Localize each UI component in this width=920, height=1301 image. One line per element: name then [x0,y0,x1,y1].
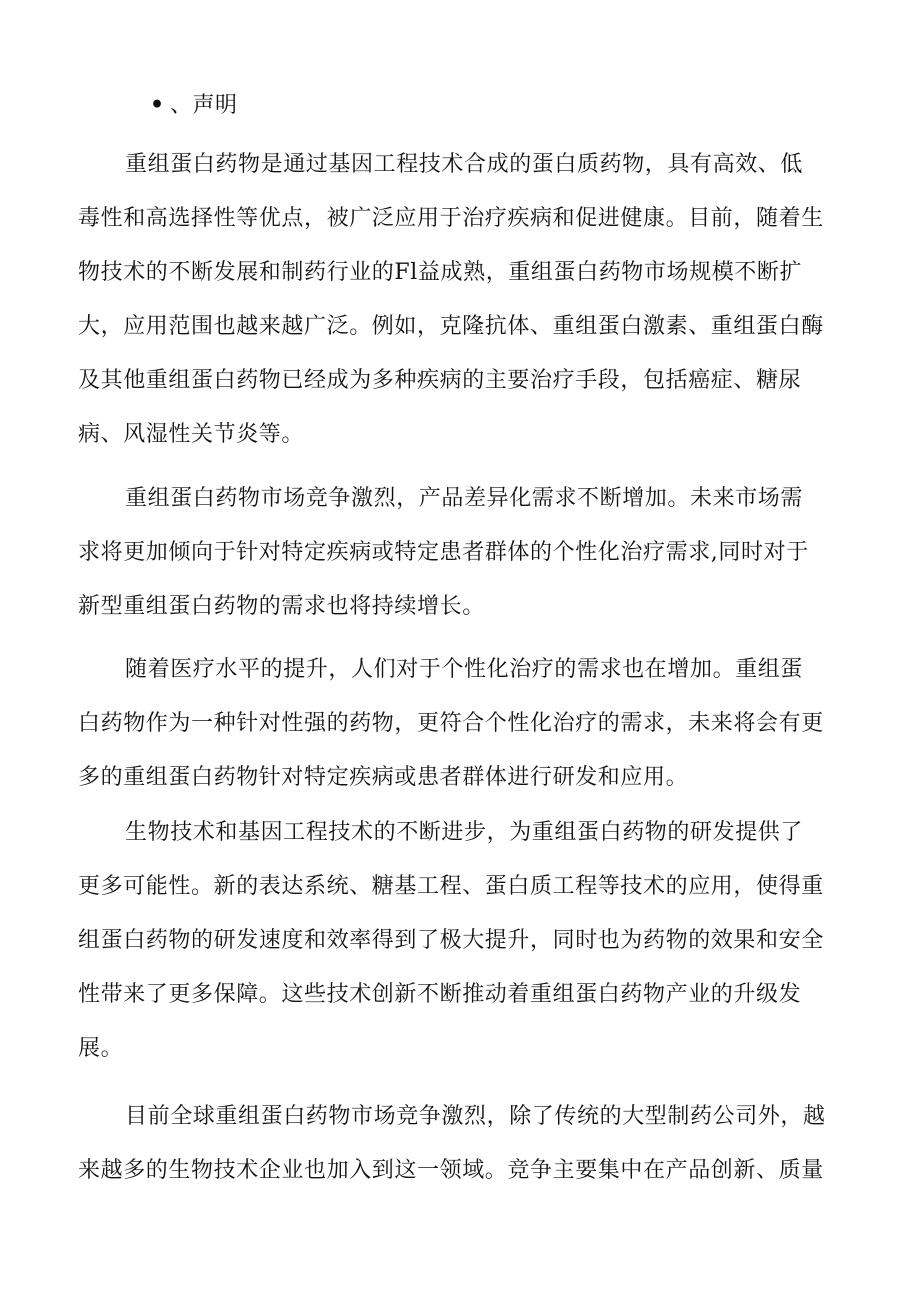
paragraph-5 [78,1090,843,1198]
paragraph-line: 大，应用范围也越来越广泛。例如，克隆抗体、重组蛋白激素、重组蛋白酶 [78,314,824,339]
paragraph-line: 来越多的生物技术企业也加入到这一领域。竞争主要集中在产品创新、质量 [78,1158,824,1183]
paragraph-line: 新型重组蛋白药物的需求也将持续增长。 [78,594,485,619]
paragraph-line: 展。 [78,1036,124,1061]
section-heading [150,88,238,123]
paragraph-line: 毒性和高选择性等优点，被广泛应用于治疗疾病和促进健康。目前，随着生 [78,206,824,231]
paragraph-line: 及其他重组蛋白药物已经成为多种疾病的主要治疗手段，包括癌症、糖尿 [78,368,802,393]
paragraph-1 [78,138,843,462]
paragraph-line: 生物技术和基因工程技术的不断进步，为重组蛋白药物的研发提供了 [125,820,804,845]
paragraph-line: 性带来了更多保障。这些技术创新不断推动着重组蛋白药物产业的升级发 [78,982,802,1007]
paragraph-2 [78,472,843,634]
paragraph-line: 白药物作为一种针对性强的药物，更符合个性化治疗的需求，未来将会有更 [78,711,824,736]
paragraph-4 [78,806,843,1076]
paragraph-line: 求将更加倾向于针对特定疾病或特定患者群体的个性化治疗需求,同时对于 [78,540,809,565]
paragraph-line: 随着医疗水平的提升，人们对于个性化治疗的需求也在增加。重组蛋 [125,657,804,682]
bullet-icon: • [150,92,165,118]
paragraph-line: 目前全球重组蛋白药物市场竞争激烈，除了传统的大型制药公司外，越 [125,1104,826,1129]
paragraph-line: 病、风湿性关节炎等。 [78,422,305,447]
paragraph-line: 重组蛋白药物市场竞争激烈，产品差异化需求不断增加。未来市场需 [125,486,804,511]
paragraph-3 [78,643,843,805]
section-heading-text: 、声明 [170,93,238,118]
paragraph-line: 更多可能性。新的表达系统、糖基工程、蛋白质工程等技术的应用，使得重 [78,874,824,899]
paragraph-line: 组蛋白药物的研发速度和效率得到了极大提升，同时也为药物的效果和安全 [78,928,824,953]
paragraph-line: 重组蛋白药物是通过基因工程技术合成的蛋白质药物，具有高效、低 [125,152,804,177]
paragraph-line: 物技术的不断发展和制药行业的Fl益成熟，重组蛋白药物市场规模不断扩 [78,260,803,285]
paragraph-line: 多的重组蛋白药物针对特定疾病或患者群体进行研发和应用。 [78,765,689,790]
